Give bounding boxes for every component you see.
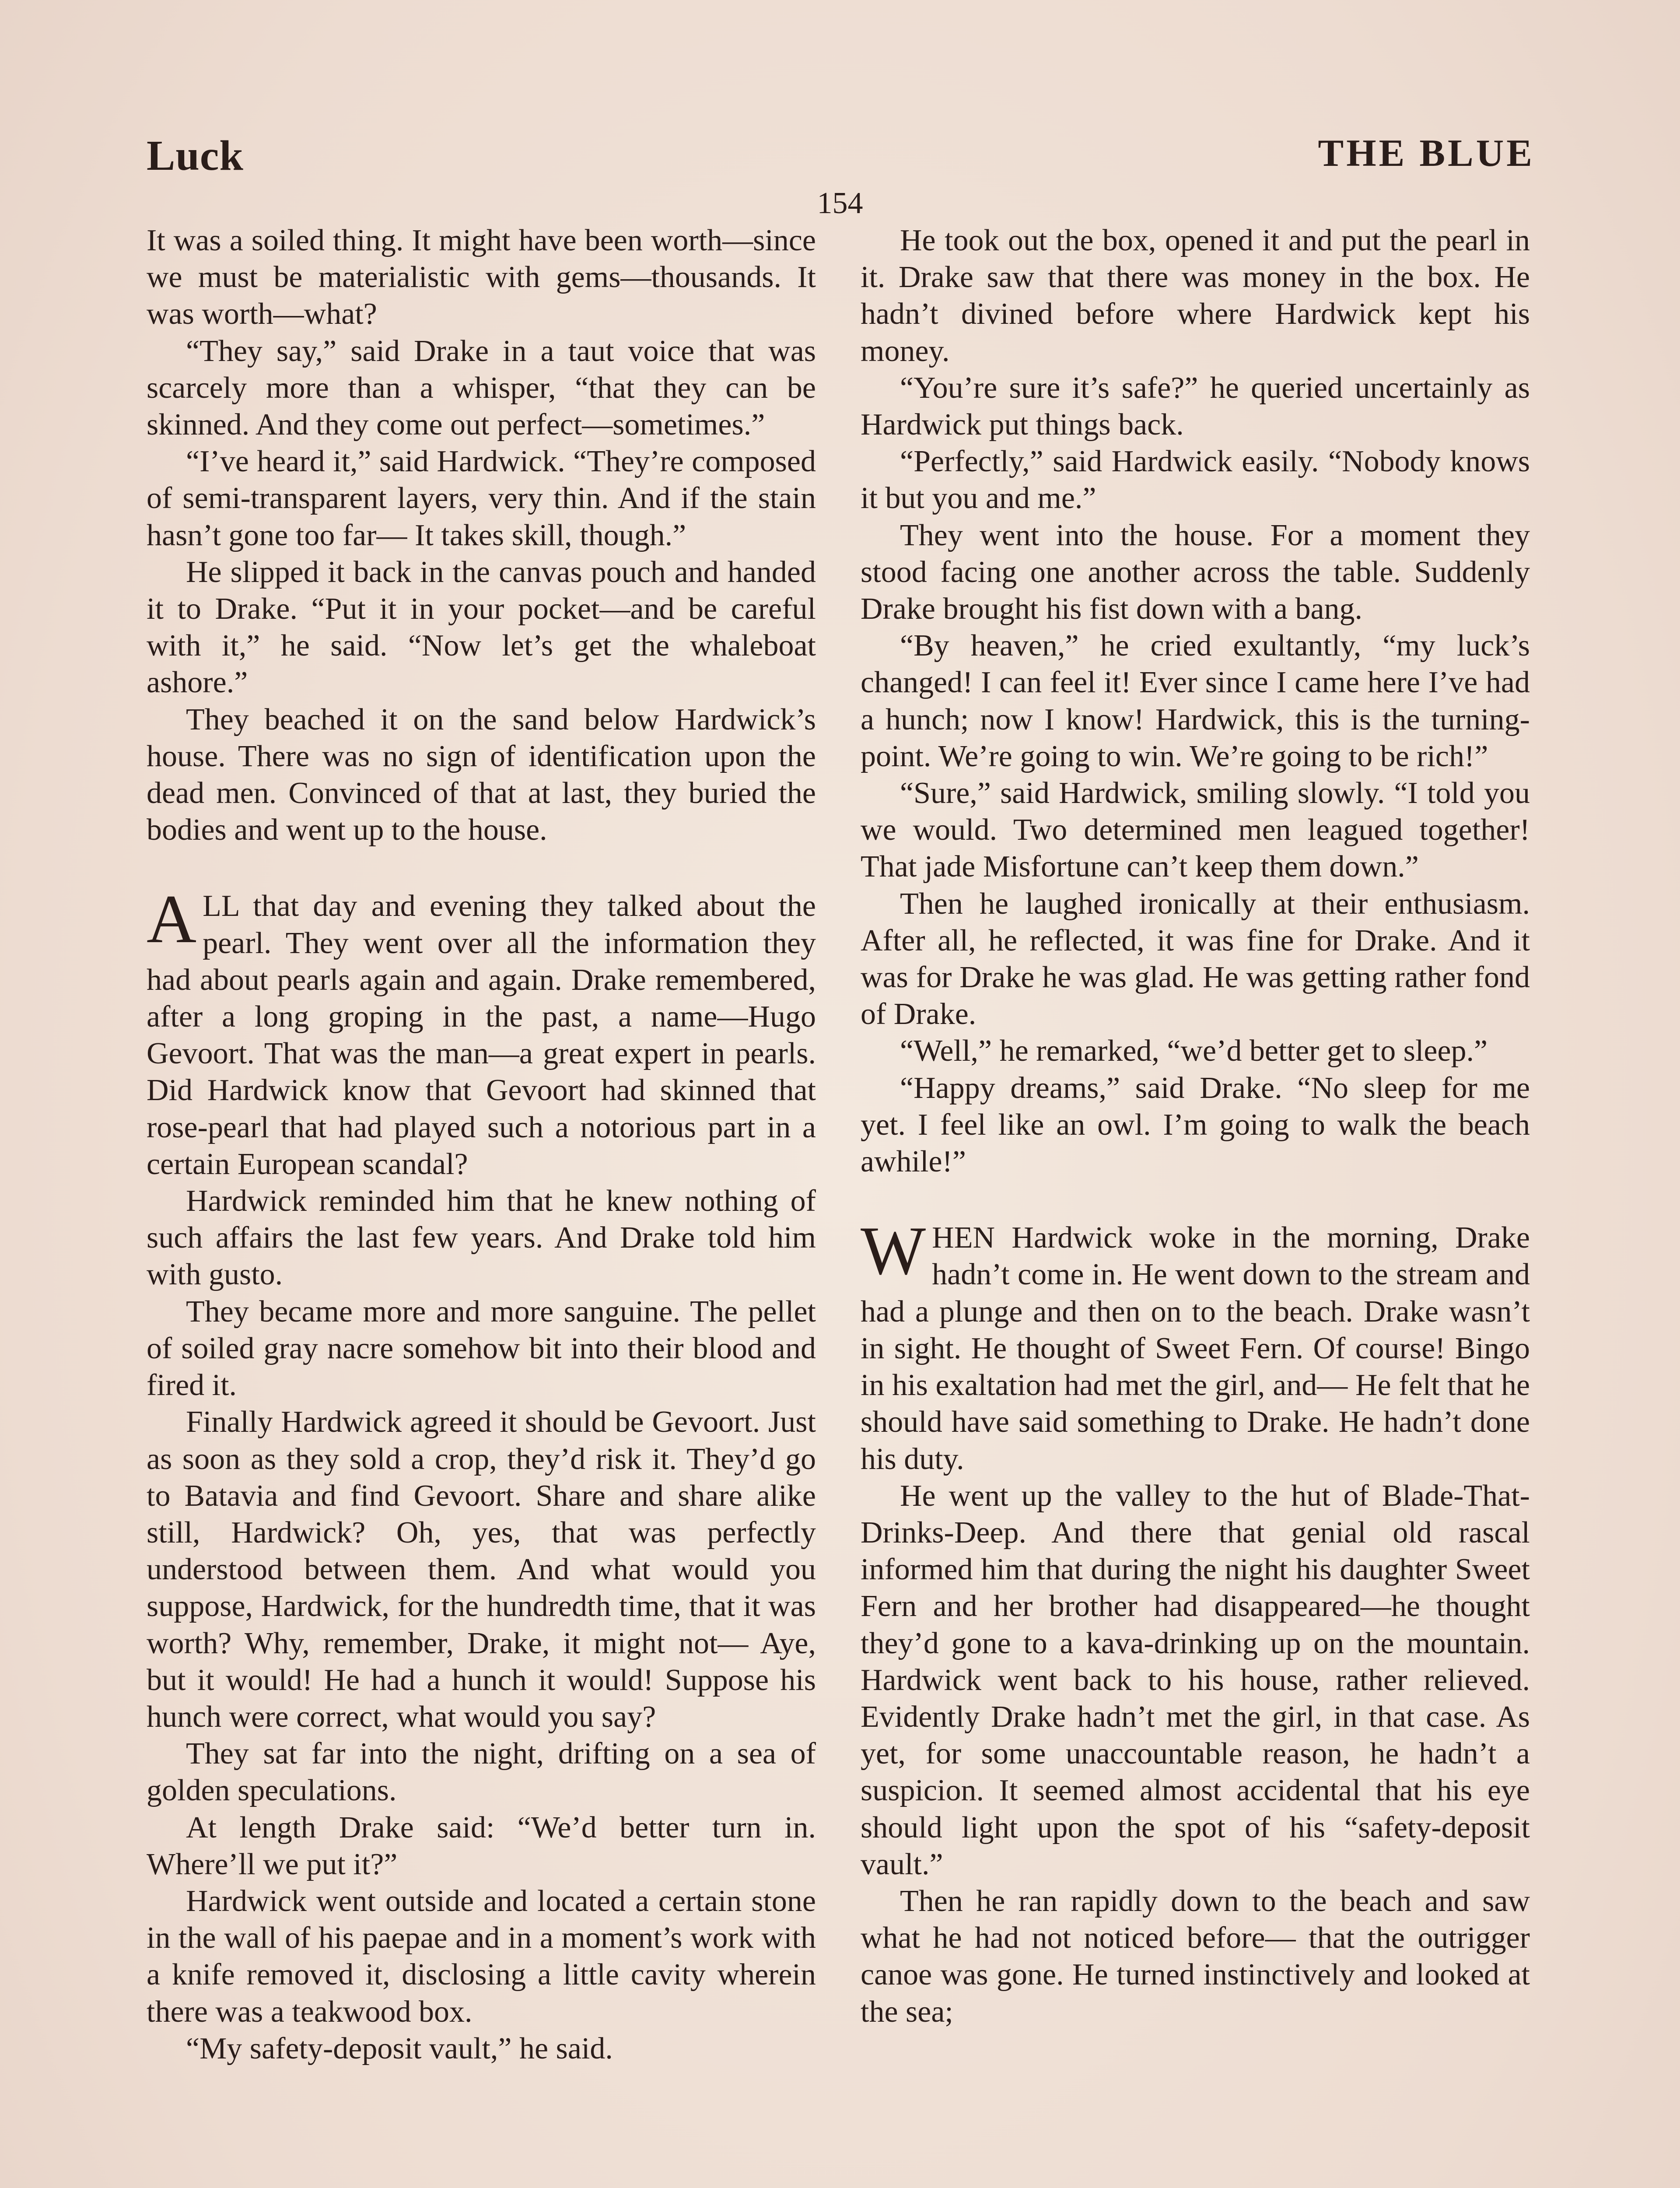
paragraph: They sat far into the night, drifting on a sea of golden speculations. [147, 1737, 816, 1808]
section-opening-paragraph [861, 1213, 1530, 1477]
paragraph: “Perfectly,” said Hardwick easily. “Nobody knows it but you and me.” [861, 445, 1530, 515]
paragraph: It was a soiled thing. It might have been worth—since we must be materialistic with gems—thousands. It was worth—what? [147, 224, 816, 331]
paragraph: He went up the valley to the hut of Blade-That-Drinks-Deep. And there that genial old rascal informed him that during the night his daughter Sweet Fern and her brother had disappeared—he thought they’d gone to a kava-drinking up on the mountain. Hardwick went back to his house, rather relieved. Evidently Drake hadn’t met the girl, in that case. As yet, for some unaccountable reason, he hadn’t a suspicion. It seemed almost accidental that his eye should light upon the spot of his “safety-deposit vault.” [861, 1479, 1530, 1881]
drop-cap: A [147, 881, 197, 958]
paragraph: “I’ve heard it,” said Hardwick. “They’re composed of semi-transparent layers, very thin. And if the stain hasn’t gone too far— It takes skill, though.” [147, 445, 816, 552]
paragraph: They beached it on the sand below Hardwick’s house. There was no sign of identification upon the dead men. Convinced of that at last, they buried the bodies and went up to the house. [147, 702, 816, 847]
paragraph: “By heaven,” he cried exultantly, “my luck’s changed! I can feel it! Ever since I came here I’ve had a hunch; now I know! Hardwick, this is the turning-point. We’re going to win. We’re going to be rich!” [861, 629, 1530, 773]
left-column [147, 222, 816, 2067]
paragraph: “They say,” said Drake in a taut voice that was scarcely more than a whisper, “that they can be skinned. And they come out perfect—sometimes.” [147, 334, 816, 442]
paragraph: Then he laughed ironically at their enthusiasm. After all, he reflected, it was fine for Drake. And it was for Drake he was glad. He was getting rather fond of Drake. [861, 887, 1530, 1031]
paragraph: Hardwick reminded him that he knew nothing of such affairs the last few years. And Drake told him with gusto. [147, 1184, 816, 1292]
running-head-left: Luck [147, 132, 244, 179]
paragraph: Then he ran rapidly down to the beach and saw what he had not noticed before— that the outrigger canoe was gone. He turned instinctively and looked at the sea; [861, 1884, 1530, 2029]
paragraph: “Sure,” said Hardwick, smiling slowly. “I told you we would. Two determined men leagued together! That jade Misfortune can’t keep them down.” [861, 776, 1530, 884]
section-opening-paragraph [147, 881, 816, 1183]
paragraph: Hardwick went outside and located a certain stone in the wall of his paepae and in a moment’s work with a knife removed it, disclosing a little cavity wherein there was a teakwood box. [147, 1884, 816, 2029]
paragraph: They became more and more sanguine. The pellet of soiled gray nacre somehow bit into their blood and fired it. [147, 1294, 816, 1403]
paragraph: They went into the house. For a moment they stood facing one another across the table. Suddenly Drake brought his fist down with a bang. [861, 518, 1530, 626]
right-column [861, 222, 1530, 2030]
page-number: 154 [817, 186, 863, 220]
section-opening-text: LL that day and evening they talked about the pearl. They went over all the information they had about pearls again and again. Drake remembered, after a long groping in the past, a name—Hugo Gevoort. That was the man—a great expert in pearls. Did Hardwick know that Gevoort had skinned that rose-pearl that had played such a notorious part in a certain European scandal? [147, 889, 816, 1181]
section-opening-text: HEN Hardwick woke in the morning, Drake hadn’t come in. He went down to the stream and had a plunge and then on to the beach. Drake wasn’t in sight. He thought of Sweet Fern. Of course! Bingo in his exaltation had met the girl, and— He felt that he should have said something to Drake. He hadn’t done his duty. [861, 1221, 1530, 1476]
paragraph: He took out the box, opened it and put the pearl in it. Drake saw that there was money in the box. He hadn’t divined before where Hardwick kept his money. [861, 224, 1530, 368]
running-head-right: THE BLUE [1318, 132, 1535, 175]
paragraph: “Well,” he remarked, “we’d better get to sleep.” [900, 1034, 1488, 1068]
paragraph: He slipped it back in the canvas pouch and handed it to Drake. “Put it in your pocket—and be careful with it,” he said. “Now let’s get the whaleboat ashore.” [147, 555, 816, 700]
drop-cap: W [861, 1213, 926, 1290]
paragraph: Finally Hardwick agreed it should be Gevoort. Just as soon as they sold a crop, they’d risk it. They’d go to Batavia and find Gevoort. Share and share alike still, Hardwick? Oh, yes, that was perfectly understood between them. And what would you suppose, Hardwick, for the hundredth time, that it was worth? Why, remember, Drake, it might not— Aye, but it would! He had a hunch it would! Suppose his hunch were correct, what would you say? [147, 1405, 816, 1734]
paragraph: At length Drake said: “We’d better turn in. Where’ll we put it?” [147, 1810, 816, 1881]
paragraph: “You’re sure it’s safe?” he queried uncertainly as Hardwick put things back. [861, 371, 1530, 442]
paragraph: “My safety-deposit vault,” he said. [186, 2031, 613, 2065]
paragraph: “Happy dreams,” said Drake. “No sleep for me yet. I feel like an owl. I’m going to walk the beach awhile!” [861, 1071, 1530, 1179]
